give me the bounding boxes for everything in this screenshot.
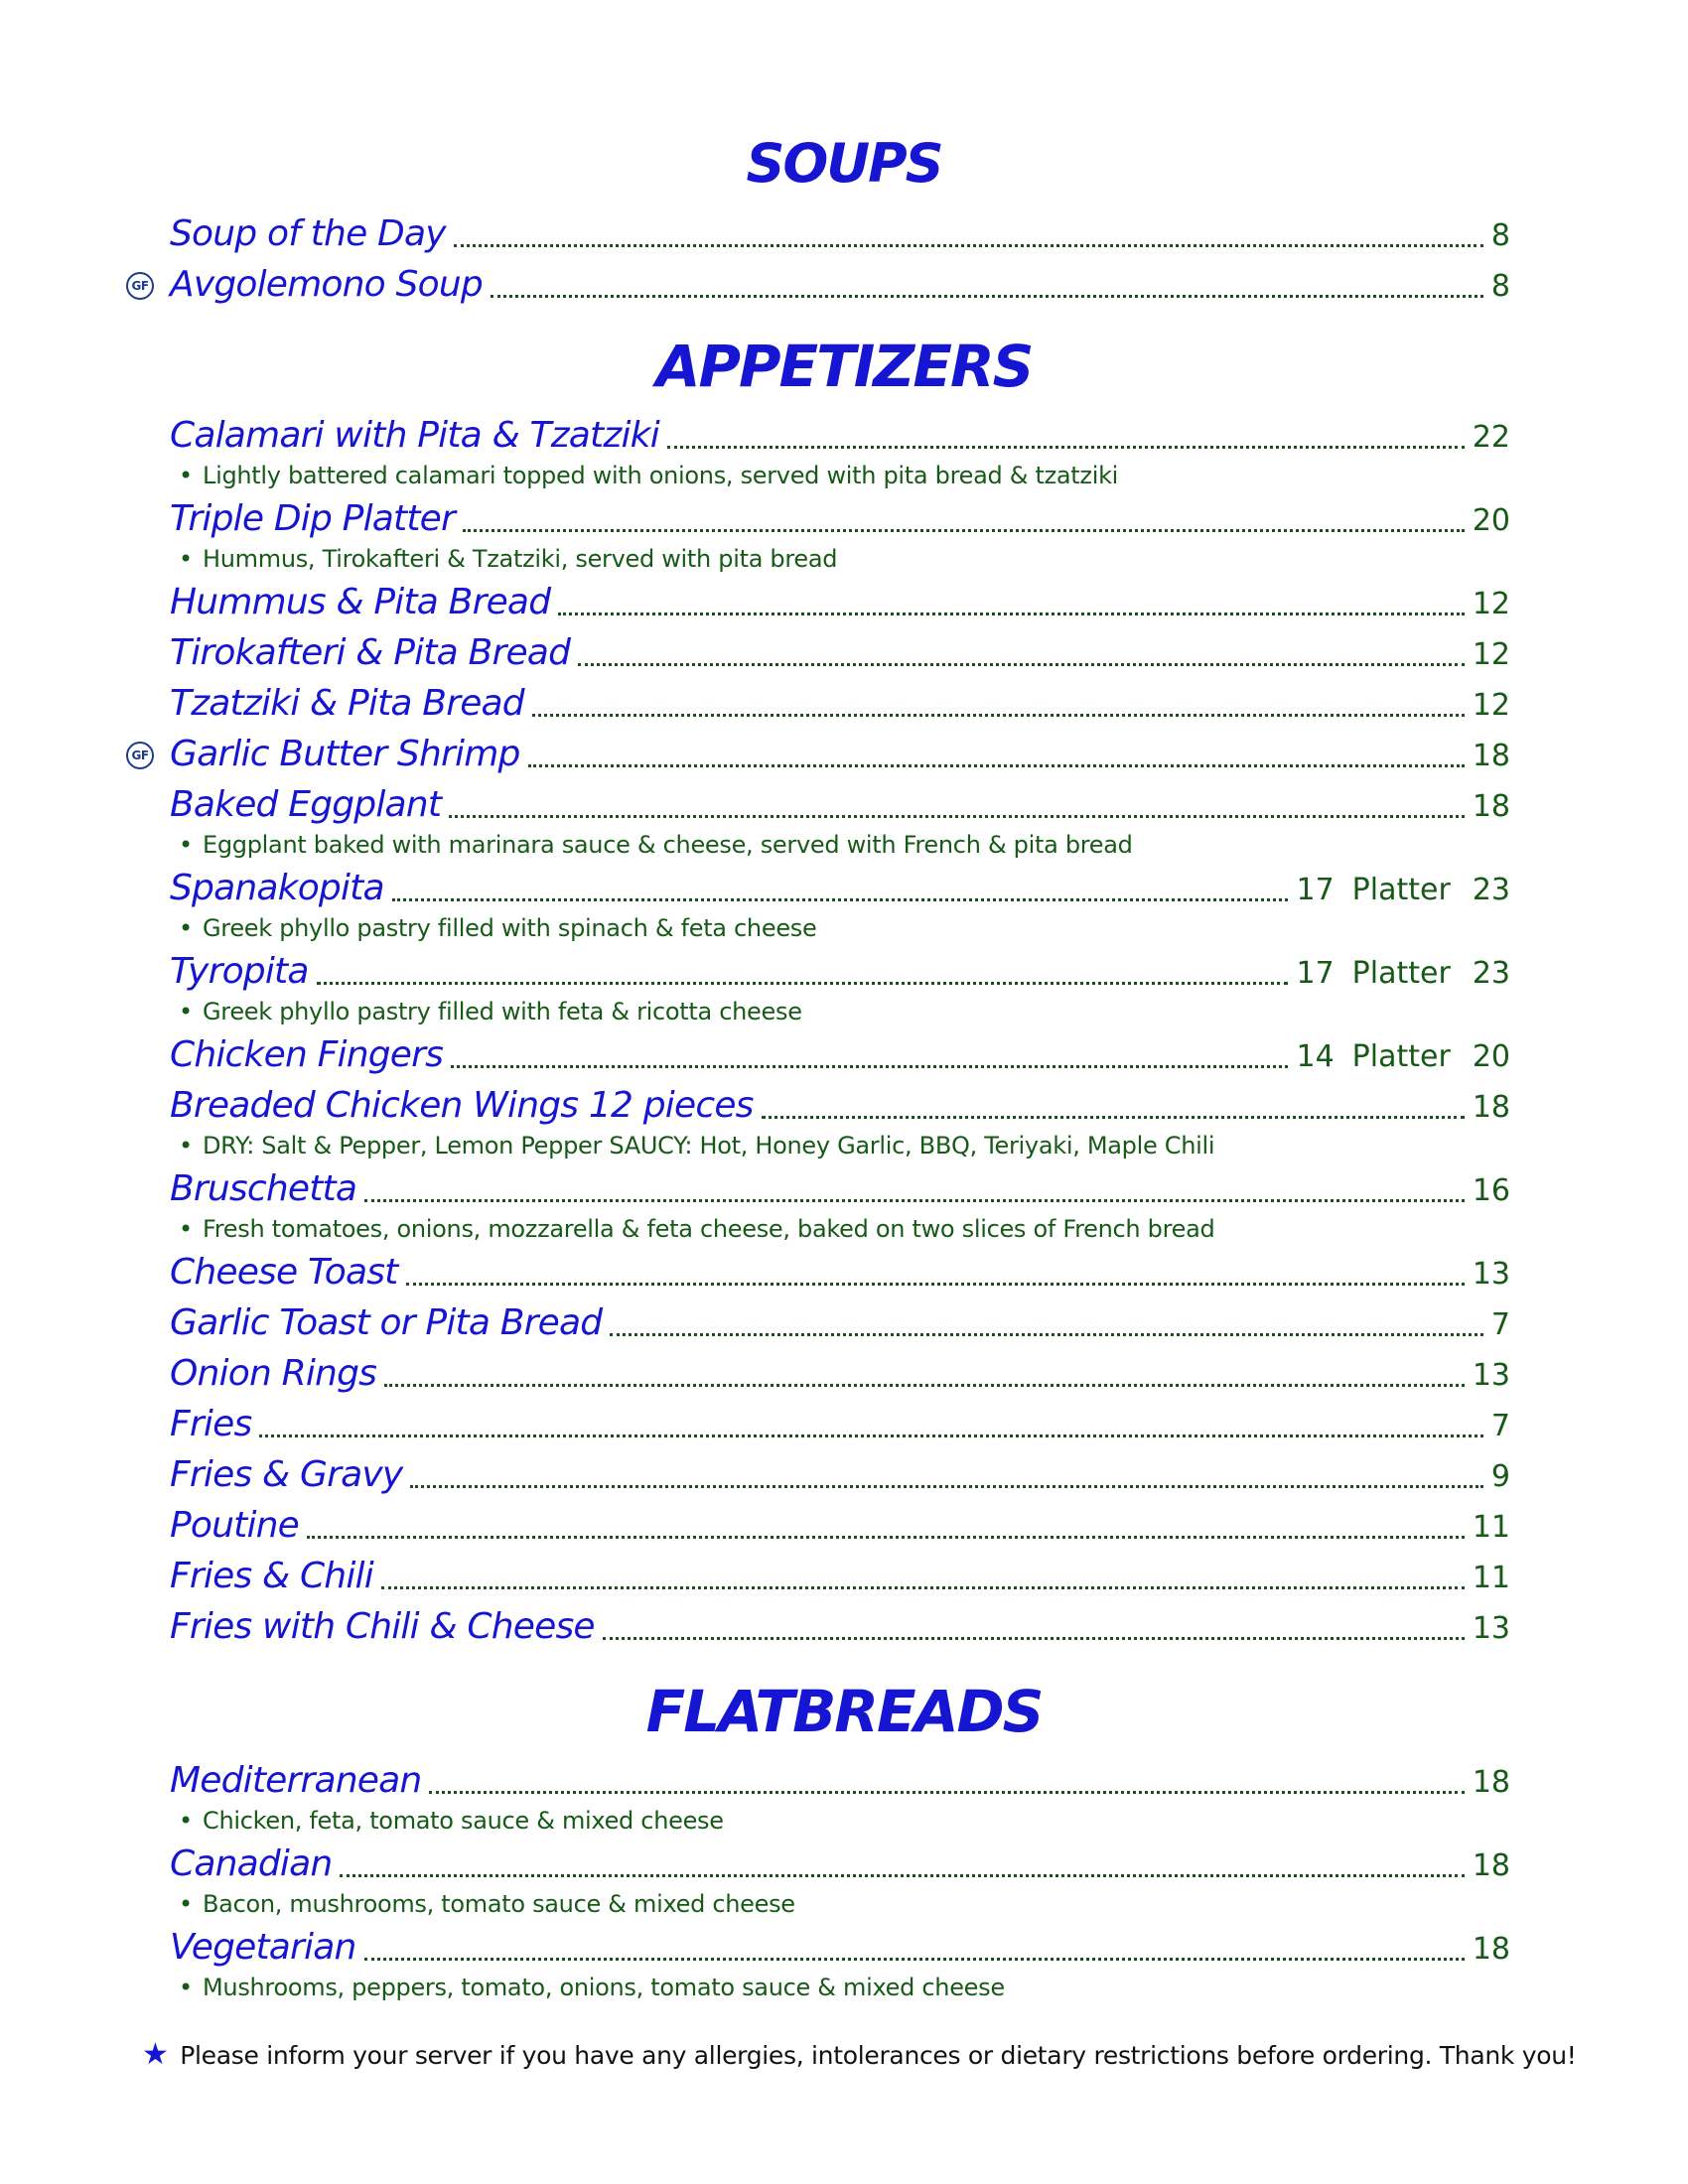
menu-item-name: Breaded Chicken Wings 12 pieces	[170, 1085, 754, 1126]
menu-item-price	[1473, 1924, 1510, 1975]
menu-item-row	[170, 946, 1510, 997]
menu-item-name: Fries	[170, 1404, 252, 1444]
menu-item-row	[170, 1601, 1510, 1652]
menu-item	[0, 1922, 1688, 2005]
dot-leader	[451, 1065, 1288, 1068]
dot-leader	[558, 613, 1465, 615]
menu-item-row	[170, 1755, 1510, 1806]
description-text: Lightly battered calamari topped with onions, served with pita bread & tzatziki	[203, 462, 1119, 489]
menu-item-row	[170, 1163, 1510, 1214]
section-title-soups: SOUPS	[746, 132, 942, 195]
menu-item-description	[179, 1214, 1688, 1247]
price-value: 14	[1296, 1039, 1335, 1074]
menu-item-price	[1296, 1031, 1510, 1082]
menu-item-name: Calamari with Pita & Tzatziki	[170, 415, 659, 456]
dot-leader	[259, 1434, 1482, 1437]
bullet: •	[179, 998, 193, 1025]
menu-item	[0, 946, 1688, 1029]
menu-item-row	[170, 1080, 1510, 1131]
price-value: 12	[1472, 688, 1510, 723]
menu-item-row	[170, 1500, 1510, 1551]
bullet: •	[179, 1807, 193, 1835]
menu-item-price	[1473, 495, 1510, 546]
menu-item-name: Onion Rings	[170, 1353, 377, 1394]
menu-item-row	[170, 208, 1510, 259]
menu-item	[0, 729, 1688, 779]
dot-leader	[603, 1637, 1465, 1640]
dot-leader	[340, 1874, 1464, 1877]
menu-item-name: Bruschetta	[170, 1168, 357, 1209]
price-value: 18	[1472, 789, 1510, 824]
menu-item-row	[131, 729, 1510, 779]
menu-item	[0, 1163, 1688, 1247]
menu-item-row	[170, 1839, 1510, 1889]
menu-item-row	[170, 678, 1510, 729]
menu-item	[0, 1755, 1688, 1839]
menu-item	[0, 1551, 1688, 1601]
bullet: •	[179, 1215, 193, 1243]
platter-price: 23	[1472, 873, 1510, 907]
menu-item	[0, 1080, 1688, 1163]
menu-item	[0, 259, 1688, 310]
price-value: 18	[1472, 739, 1510, 773]
menu-item-row	[170, 779, 1510, 830]
menu-item-name: Vegetarian	[170, 1927, 356, 1968]
menu-item-row	[170, 1297, 1510, 1348]
menu-item	[0, 1839, 1688, 1922]
menu-item-name: Garlic Butter Shrimp	[170, 734, 520, 774]
menu-item-row	[170, 1247, 1510, 1297]
price-value: 12	[1472, 637, 1510, 672]
menu-item-price	[1473, 1757, 1510, 1808]
dot-leader	[364, 1958, 1465, 1961]
menu-item-price	[1473, 1165, 1510, 1216]
platter-price: 23	[1472, 956, 1510, 991]
menu-item-name: Mediterranean	[170, 1760, 422, 1801]
menu-item-description	[179, 1889, 1688, 1922]
menu-item-price	[1296, 948, 1510, 999]
dot-leader	[406, 1283, 1465, 1286]
menu-item-price	[1491, 1299, 1510, 1350]
platter-label: Platter	[1351, 873, 1451, 907]
dot-leader	[317, 982, 1289, 985]
price-value: 18	[1472, 1765, 1510, 1800]
menu-item-price	[1473, 579, 1510, 629]
price-value: 12	[1472, 587, 1510, 621]
menu-item-price	[1473, 412, 1510, 463]
menu-item-price	[1473, 629, 1510, 680]
price-value: 20	[1472, 503, 1510, 538]
bullet: •	[179, 1974, 193, 2001]
menu-item-price	[1473, 1502, 1510, 1553]
gluten-free-icon: GF	[126, 272, 154, 300]
dot-leader	[364, 1199, 1465, 1202]
price-value: 13	[1472, 1611, 1510, 1646]
menu-item-price	[1473, 1350, 1510, 1401]
price-value: 8	[1490, 269, 1510, 304]
section-title-flatbreads: FLATBREADS	[645, 1678, 1043, 1745]
description-text: DRY: Salt & Pepper, Lemon Pepper SAUCY: Hot, Honey Garlic, BBQ, Teriyaki, Maple Chili	[203, 1132, 1215, 1160]
menu-item-price	[1473, 1603, 1510, 1654]
bullet: •	[179, 831, 193, 859]
menu-item-name: Fries & Gravy	[170, 1454, 403, 1495]
menu-item	[0, 1348, 1688, 1399]
platter-price: 20	[1472, 1039, 1510, 1074]
star-icon: ★	[142, 2037, 169, 2072]
menu-item-description	[179, 830, 1688, 863]
dot-leader	[429, 1791, 1464, 1794]
dot-leader	[384, 1384, 1465, 1387]
menu-item	[0, 410, 1688, 493]
menu-item-row	[131, 259, 1510, 310]
menu-item	[0, 1029, 1688, 1080]
dot-leader	[463, 529, 1465, 532]
menu-item-price	[1473, 1249, 1510, 1299]
menu-item-name: Hummus & Pita Bread	[170, 582, 551, 622]
dot-leader	[610, 1333, 1483, 1336]
menu-item-price	[1491, 261, 1510, 312]
menu-item-price	[1473, 1082, 1510, 1133]
description-text: Mushrooms, peppers, tomato, onions, tomato sauce & mixed cheese	[203, 1974, 1005, 2001]
menu-item	[0, 208, 1688, 259]
menu-item	[0, 493, 1688, 577]
menu-item-price	[1296, 865, 1510, 915]
menu-item	[0, 1399, 1688, 1449]
dot-leader	[532, 714, 1465, 717]
flatbreads-list	[0, 1755, 1688, 2005]
menu-item-row	[170, 410, 1510, 461]
description-text: Greek phyllo pastry filled with feta & ricotta cheese	[203, 998, 802, 1025]
menu-item-row	[170, 1029, 1510, 1080]
menu-item-row	[170, 1449, 1510, 1500]
price-value: 11	[1472, 1510, 1510, 1545]
description-text: Bacon, mushrooms, tomato sauce & mixed cheese	[203, 1890, 795, 1918]
menu-item-name: Canadian	[170, 1843, 333, 1884]
platter-label: Platter	[1351, 956, 1451, 991]
menu-item	[0, 863, 1688, 946]
menu-item-name: Fries with Chili & Cheese	[170, 1606, 595, 1647]
price-value: 17	[1296, 956, 1335, 991]
dot-leader	[454, 244, 1483, 247]
menu-item	[0, 1247, 1688, 1297]
dot-leader	[578, 663, 1465, 666]
menu-item-name: Avgolemono Soup	[170, 264, 483, 305]
menu-item-price	[1491, 210, 1510, 261]
menu-item-description	[179, 544, 1688, 577]
price-value: 18	[1472, 1932, 1510, 1967]
bullet: •	[179, 462, 193, 489]
menu-item-row	[170, 627, 1510, 678]
menu-item-description	[179, 1131, 1688, 1163]
appetizers-list	[0, 410, 1688, 1652]
menu-item-price	[1473, 1841, 1510, 1891]
platter-label: Platter	[1351, 1039, 1451, 1074]
menu-item-price	[1473, 680, 1510, 731]
price-value: 11	[1472, 1561, 1510, 1595]
menu-item-name: Fries & Chili	[170, 1556, 373, 1596]
section-title-appetizers: APPETIZERS	[655, 333, 1033, 400]
menu-item	[0, 577, 1688, 627]
menu-item-row	[170, 493, 1510, 544]
price-value: 17	[1296, 873, 1335, 907]
menu-item-name: Baked Eggplant	[170, 784, 442, 825]
description-text: Fresh tomatoes, onions, mozzarella & feta cheese, baked on two slices of French bread	[203, 1215, 1215, 1243]
price-value: 13	[1472, 1257, 1510, 1292]
menu-item-row	[170, 1551, 1510, 1601]
menu-item	[0, 1297, 1688, 1348]
dot-leader	[410, 1485, 1483, 1488]
menu-item-row	[170, 1399, 1510, 1449]
price-value: 13	[1472, 1358, 1510, 1393]
price-value: 7	[1490, 1307, 1510, 1342]
bullet: •	[179, 1890, 193, 1918]
menu-item-name: Tirokafteri & Pita Bread	[170, 632, 571, 673]
menu-item	[0, 779, 1688, 863]
menu-item-row	[170, 863, 1510, 913]
menu-item-name: Poutine	[170, 1505, 300, 1546]
bullet: •	[179, 914, 193, 942]
menu-item-row	[170, 577, 1510, 627]
menu-item	[0, 1601, 1688, 1652]
price-value: 8	[1490, 218, 1510, 253]
menu-item-price	[1491, 1401, 1510, 1451]
menu-item-name: Garlic Toast or Pita Bread	[170, 1302, 603, 1343]
menu-item	[0, 678, 1688, 729]
allergy-notice-text: Please inform your server if you have any allergies, intolerances or dietary restrictions before ordering. Thank you!	[180, 2041, 1577, 2070]
dot-leader	[762, 1116, 1465, 1119]
dot-leader	[667, 446, 1465, 449]
price-value: 22	[1472, 420, 1510, 455]
menu-item-name: Cheese Toast	[170, 1252, 398, 1293]
menu-item-price	[1491, 1451, 1510, 1502]
dot-leader	[307, 1536, 1465, 1539]
menu-item	[0, 627, 1688, 678]
menu-item-row	[170, 1922, 1510, 1973]
dot-leader	[528, 764, 1465, 767]
menu-item-description	[179, 913, 1688, 946]
menu-item-row	[170, 1348, 1510, 1399]
price-value: 18	[1472, 1090, 1510, 1125]
description-text: Chicken, feta, tomato sauce & mixed cheese	[203, 1807, 724, 1835]
price-value: 9	[1490, 1459, 1510, 1494]
menu-item-name: Chicken Fingers	[170, 1034, 444, 1075]
menu-item-description	[179, 461, 1688, 493]
soups-list	[0, 208, 1688, 310]
gluten-free-icon: GF	[126, 742, 154, 769]
dot-leader	[392, 898, 1289, 901]
menu-item-name: Tzatziki & Pita Bread	[170, 683, 524, 724]
menu-item-description	[179, 997, 1688, 1029]
description-text: Hummus, Tirokafteri & Tzatziki, served with pita bread	[203, 545, 838, 573]
menu-item-name: Soup of the Day	[170, 213, 446, 254]
dot-leader	[381, 1586, 1465, 1589]
menu-item	[0, 1500, 1688, 1551]
menu-item-name: Spanakopita	[170, 868, 384, 908]
bullet: •	[179, 1132, 193, 1160]
dot-leader	[449, 815, 1465, 818]
price-value: 7	[1490, 1409, 1510, 1443]
menu-item-price	[1473, 1553, 1510, 1603]
price-value: 18	[1472, 1848, 1510, 1883]
menu-item-description	[179, 1806, 1688, 1839]
menu-item	[0, 1449, 1688, 1500]
description-text: Greek phyllo pastry filled with spinach & feta cheese	[203, 914, 817, 942]
menu-item-name: Triple Dip Platter	[170, 498, 456, 539]
menu-item-description	[179, 1973, 1688, 2005]
allergy-notice	[142, 2037, 1577, 2072]
menu-item-price	[1473, 731, 1510, 781]
bullet: •	[179, 545, 193, 573]
menu-item-price	[1473, 781, 1510, 832]
dot-leader	[491, 295, 1483, 298]
price-value: 16	[1472, 1173, 1510, 1208]
menu-item-name: Tyropita	[170, 951, 309, 992]
description-text: Eggplant baked with marinara sauce & cheese, served with French & pita bread	[203, 831, 1133, 859]
